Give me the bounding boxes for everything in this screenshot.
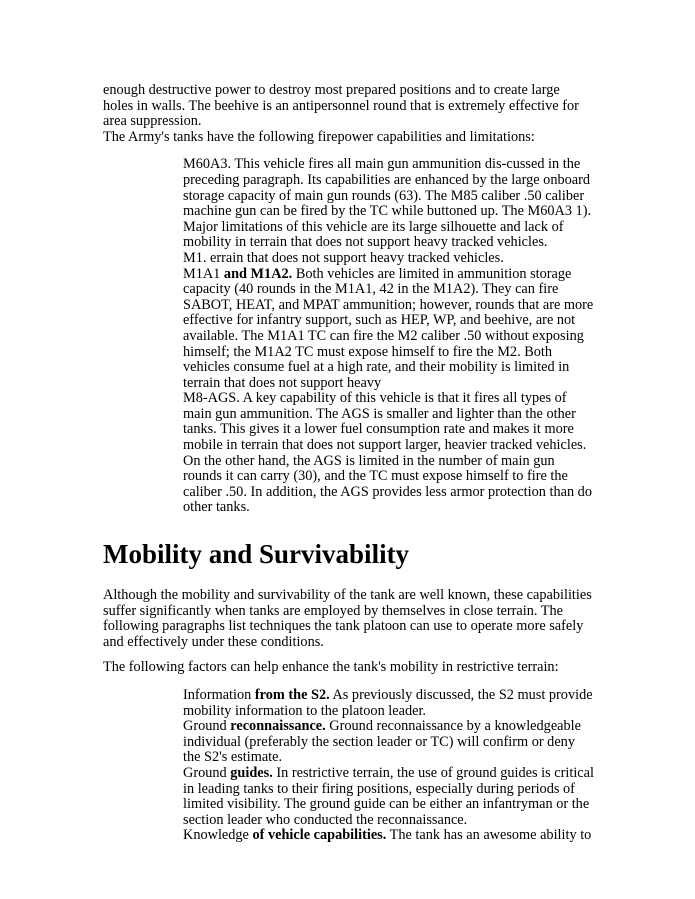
list-item: Ground guides. In restrictive terrain, the use of ground guides is critical in leading tanks to their firing positions, especially during periods of limited visibility. The ground guide can be either an infantryman or the section leader who conducted the reconnaissance. [183,764,594,828]
list-item: M8-AGS. A key capability of this vehicle is that it fires all types of main gun ammunition. The AGS is smaller and lighter than the other tanks. This gives it a lower fuel consumption rate and makes it more mobile in terrain that does not support larger, heavier tracked vehicles. On the other hand, the AGS is limited in the number of main gun rounds it can carry (30), and the TC must expose himself to fire the caliber .50. In addition, the AGS provides less armor protection than do other tanks. [183,390,592,516]
list-item: Information from the S2. As previously discussed, the S2 must provide mobility information to the platoon leader. [183,687,593,719]
list-item: M1. errain that does not support heavy tracked vehicles. [183,249,504,266]
section-paragraph-1: Although the mobility and survivability of the tank are well known, these capabilities suffer significantly when tanks are employed by themselves in close terrain. The following paragraphs list techniques the tank platoon can use to operate more safely and effectively under these conditions. [103,587,592,650]
section-heading: Mobility and Survivability [103,539,410,570]
document-page [103,83,593,844]
intro-paragraph-2: The Army's tanks have the following firepower capabilities and limitations: [103,128,535,145]
intro-paragraph-1: enough destructive power to destroy most prepared positions and to create large holes in walls. The beehive is an antipersonnel round that is extremely effective for area suppression. [103,82,579,130]
section-paragraph-2: The following factors can help enhance the tank's mobility in restrictive terrain: [103,659,559,676]
list-item: Ground reconnaissance. Ground reconnaissance by a knowledgeable individual (preferably the section leader or TC) will confirm or deny the S2's estimate. [183,718,581,766]
list-item: Knowledge of vehicle capabilities. The tank has an awesome ability to [183,827,592,844]
list-item: M1A1 and M1A2. Both vehicles are limited in ammunition storage capacity (40 rounds in the M1A1, 42 in the M1A2). They can fire SABOT, HEAT, and MPAT ammunition; however, rounds that are more effective for infantry support, such as HEP, WP, and beehive, are not available. The M1A1 TC can fire the M2 caliber .50 without exposing himself; the M1A2 TC must expose himself to fire the M2. Both vehicles consume fuel at a high rate, and their mobility is limited in terrain that does not support heavy [183,265,594,391]
tank-capabilities-list [183,157,595,516]
list-item: M60A3. This vehicle fires all main gun ammunition dis-cussed in the preceding paragraph. Its capabilities are enhanced by the large onboard storage capacity of main gun rounds (63). The M85 caliber .50 caliber machine gun can be fired by the TC while buttoned up. The M60A3 1). Major limitations of this vehicle are its large silhouette and lack of mobility in terrain that does not support heavy tracked vehicles. [183,156,592,251]
mobility-factors-list [183,688,595,844]
